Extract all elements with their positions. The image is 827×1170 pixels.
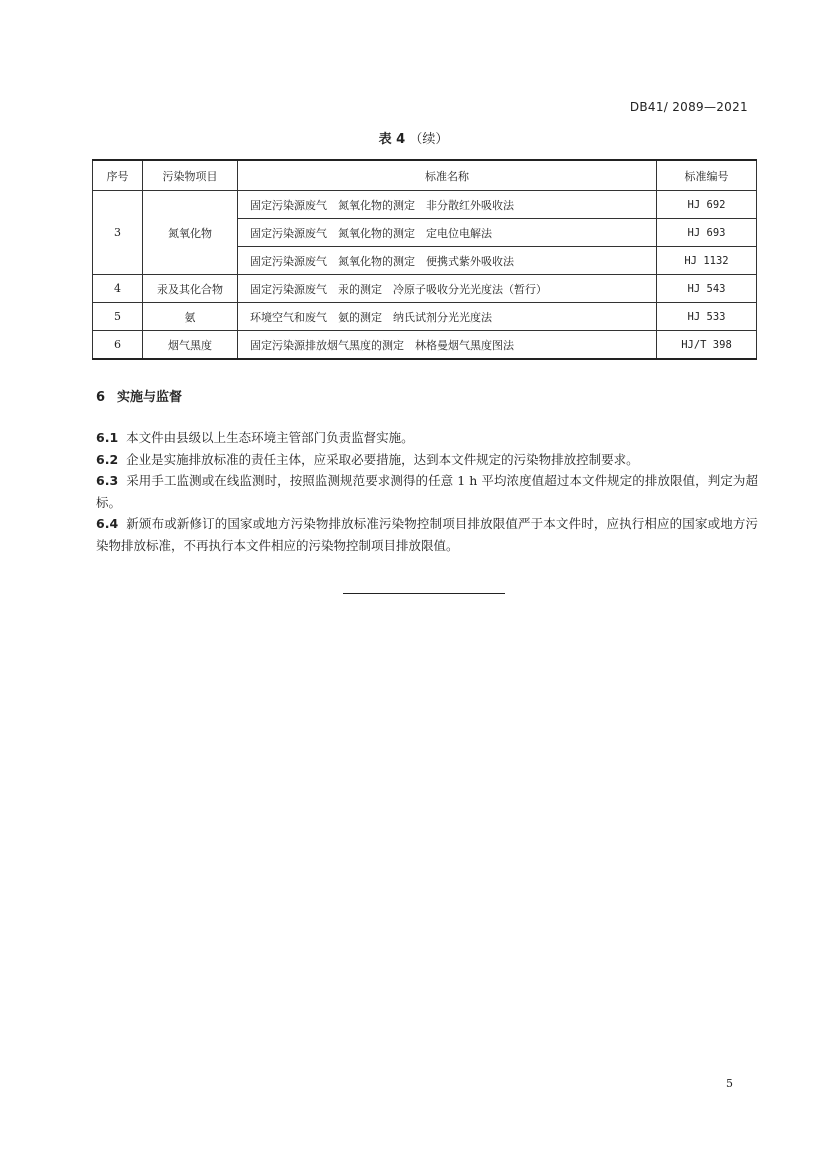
- clause-paragraph: [96, 513, 758, 556]
- standard-name: 环境空气和废气 氨的测定 纳氏试剂分光光度法: [238, 303, 657, 331]
- section-body: [96, 427, 758, 556]
- pollutant-item: 汞及其化合物: [143, 275, 238, 303]
- clause-text: 新颁布或新修订的国家或地方污染物排放标准污染物控制项目排放限值严于本文件时，应执行相应的国家或地方污染物排放标准，不再执行本文件相应的污染物控制项目排放限值。: [96, 516, 758, 553]
- pollutant-item: 氮氧化物: [143, 191, 238, 275]
- standard-name: 固定污染源废气 汞的测定 冷原子吸收分光光度法（暂行）: [238, 275, 657, 303]
- clause-text: 企业是实施排放标准的责任主体，应采取必要措施，达到本文件规定的污染物排放控制要求。: [126, 451, 639, 467]
- standards-table: [92, 159, 757, 360]
- standard-name: 固定污染源排放烟气黑度的测定 林格曼烟气黑度图法: [238, 331, 657, 360]
- section-title: 实施与监督: [117, 390, 183, 405]
- standard-code: HJ 543: [657, 275, 757, 303]
- clause-number: 6.2: [96, 451, 119, 467]
- row-number: 6: [93, 331, 143, 360]
- row-number: 5: [93, 303, 143, 331]
- standard-code: HJ 1132: [657, 247, 757, 275]
- clause-paragraph: [96, 449, 758, 471]
- row-number: 4: [93, 275, 143, 303]
- table-row: [93, 331, 757, 360]
- pollutant-item: 氨: [143, 303, 238, 331]
- end-of-document-rule: [343, 593, 505, 594]
- column-header-item: 污染物项目: [143, 160, 238, 191]
- table-row: [93, 303, 757, 331]
- standard-code: HJ/T 398: [657, 331, 757, 360]
- table-title-label: 表 4: [378, 132, 406, 147]
- clause-paragraph: [96, 427, 758, 449]
- standard-code: HJ 692: [657, 191, 757, 219]
- column-header-no: 序号: [93, 160, 143, 191]
- clause-paragraph: [96, 470, 758, 513]
- table-row: [93, 275, 757, 303]
- standard-name: 固定污染源废气 氮氧化物的测定 定电位电解法: [238, 219, 657, 247]
- document-number: DB41/ 2089—2021: [629, 100, 748, 114]
- clause-number: 6.3: [96, 473, 119, 488]
- standard-code: HJ 533: [657, 303, 757, 331]
- standard-name: 固定污染源废气 氮氧化物的测定 便携式紫外吸收法: [238, 247, 657, 275]
- table-title-suffix: （续）: [409, 132, 449, 147]
- section-heading: [96, 386, 182, 405]
- standard-code: HJ 693: [657, 219, 757, 247]
- clause-number: 6.4: [96, 516, 119, 531]
- column-header-standard-code: 标准编号: [657, 160, 757, 191]
- page-number: 5: [726, 1077, 733, 1090]
- table-row: [93, 191, 757, 219]
- row-number: 3: [93, 191, 143, 275]
- table-header-row: [93, 160, 757, 191]
- column-header-standard-name: 标准名称: [238, 160, 657, 191]
- clause-number: 6.1: [96, 430, 119, 445]
- clause-text: 采用手工监测或在线监测时，按照监测规范要求测得的任意 1 h 平均浓度值超过本文件规定的排放限值，判定为超标。: [96, 473, 758, 510]
- standard-name: 固定污染源废气 氮氧化物的测定 非分散红外吸收法: [238, 191, 657, 219]
- clause-text: 本文件由县级以上生态环境主管部门负责监督实施。: [126, 430, 414, 445]
- table-title: [0, 128, 827, 147]
- pollutant-item: 烟气黑度: [143, 331, 238, 360]
- section-number: 6: [96, 390, 106, 405]
